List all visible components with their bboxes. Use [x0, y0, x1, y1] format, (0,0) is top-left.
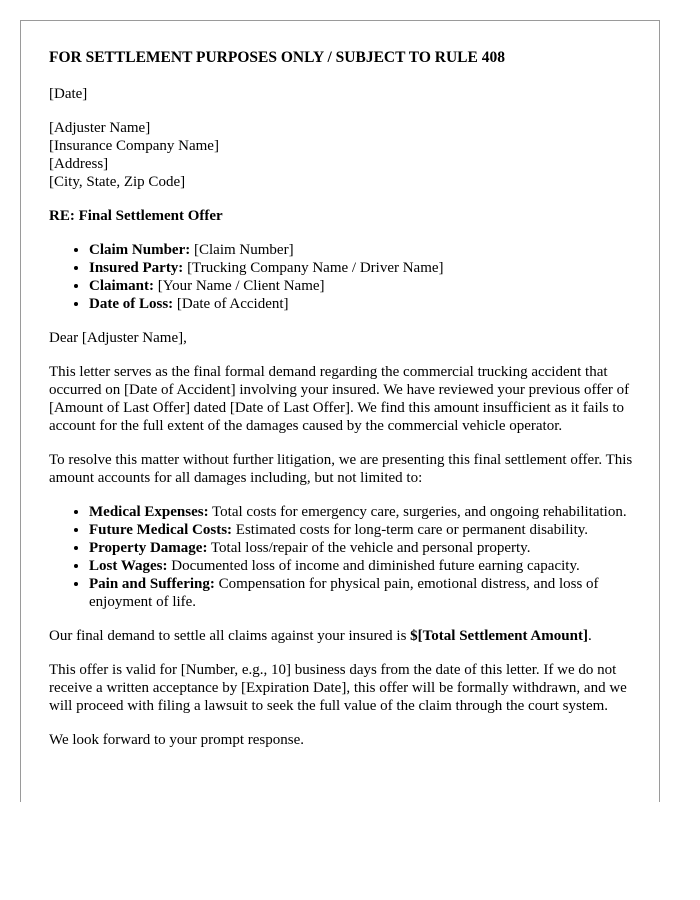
damage-label: Property Damage:	[89, 540, 208, 556]
claim-detail-value: [Trucking Company Name / Driver Name]	[183, 260, 444, 276]
recipient-adjuster-name: [Adjuster Name]	[49, 120, 151, 136]
claim-detail-label: Date of Loss:	[89, 296, 174, 312]
damage-label: Future Medical Costs:	[89, 522, 233, 538]
subject-line: RE: Final Settlement Offer	[49, 208, 223, 224]
damage-item	[89, 557, 639, 575]
recipient-address	[49, 119, 639, 191]
letter-page	[20, 20, 660, 802]
claim-detail-item	[89, 277, 639, 295]
claim-detail-value: [Date of Accident]	[173, 296, 289, 312]
damage-description: Documented loss of income and diminished future earning capacity.	[167, 558, 580, 574]
damage-description: Total loss/repair of the vehicle and personal property.	[207, 540, 531, 556]
paragraph-intro: This letter serves as the final formal demand regarding the commercial trucking accident that occurred on [Date of Accident] involving your insured. We have reviewed your previous offer of [Amount of Last Offer] dated [Date of Last Offer]. We find this amount insufficient as it fails to account for the full extent of the damages caused by the commercial vehicle operator.	[49, 364, 630, 434]
damage-label: Medical Expenses:	[89, 504, 209, 520]
closing-line: We look forward to your prompt response.	[49, 732, 304, 748]
damage-label: Pain and Suffering:	[89, 576, 215, 592]
claim-detail-item	[89, 295, 639, 313]
damages-list	[49, 503, 639, 611]
demand-suffix: .	[587, 628, 592, 644]
damage-item	[89, 575, 639, 611]
recipient-address-line: [Address]	[49, 156, 109, 172]
recipient-city-state-zip: [City, State, Zip Code]	[49, 174, 186, 190]
damage-label: Lost Wages:	[89, 558, 168, 574]
demand-amount: $[Total Settlement Amount]	[410, 628, 588, 644]
claim-detail-label: Claim Number:	[89, 242, 191, 258]
letter-content	[49, 49, 639, 765]
demand-paragraph	[49, 627, 639, 645]
damage-item	[89, 521, 639, 539]
claim-detail-value: [Claim Number]	[190, 242, 294, 258]
settlement-header: FOR SETTLEMENT PURPOSES ONLY / SUBJECT TO RULE 408	[49, 49, 505, 66]
claim-detail-label: Insured Party:	[89, 260, 184, 276]
damage-description: Compensation for physical pain, emotional distress, and loss of enjoyment of life.	[89, 576, 599, 610]
salutation: Dear [Adjuster Name],	[49, 330, 187, 346]
paragraph-deadline: This offer is valid for [Number, e.g., 10] business days from the date of this letter. If we do not receive a written acceptance by [Expiration Date], this offer will be formally withdrawn, and we will proceed with filing a lawsuit to seek the full value of the claim through the court system.	[49, 662, 627, 714]
damage-description: Estimated costs for long-term care or permanent disability.	[232, 522, 589, 538]
claim-detail-label: Claimant:	[89, 278, 154, 294]
demand-prefix: Our final demand to settle all claims against your insured is	[49, 628, 411, 644]
recipient-company-name: [Insurance Company Name]	[49, 138, 219, 154]
damage-description: Total costs for emergency care, surgeries, and ongoing rehabilitation.	[208, 504, 627, 520]
claim-detail-value: [Your Name / Client Name]	[154, 278, 325, 294]
damage-item	[89, 539, 639, 557]
claim-details-list	[49, 241, 639, 313]
claim-detail-item	[89, 241, 639, 259]
damage-item	[89, 503, 639, 521]
claim-detail-item	[89, 259, 639, 277]
paragraph-offer: To resolve this matter without further litigation, we are presenting this final settlement offer. This amount accounts for all damages including, but not limited to:	[49, 452, 633, 486]
letter-date: [Date]	[49, 86, 88, 102]
